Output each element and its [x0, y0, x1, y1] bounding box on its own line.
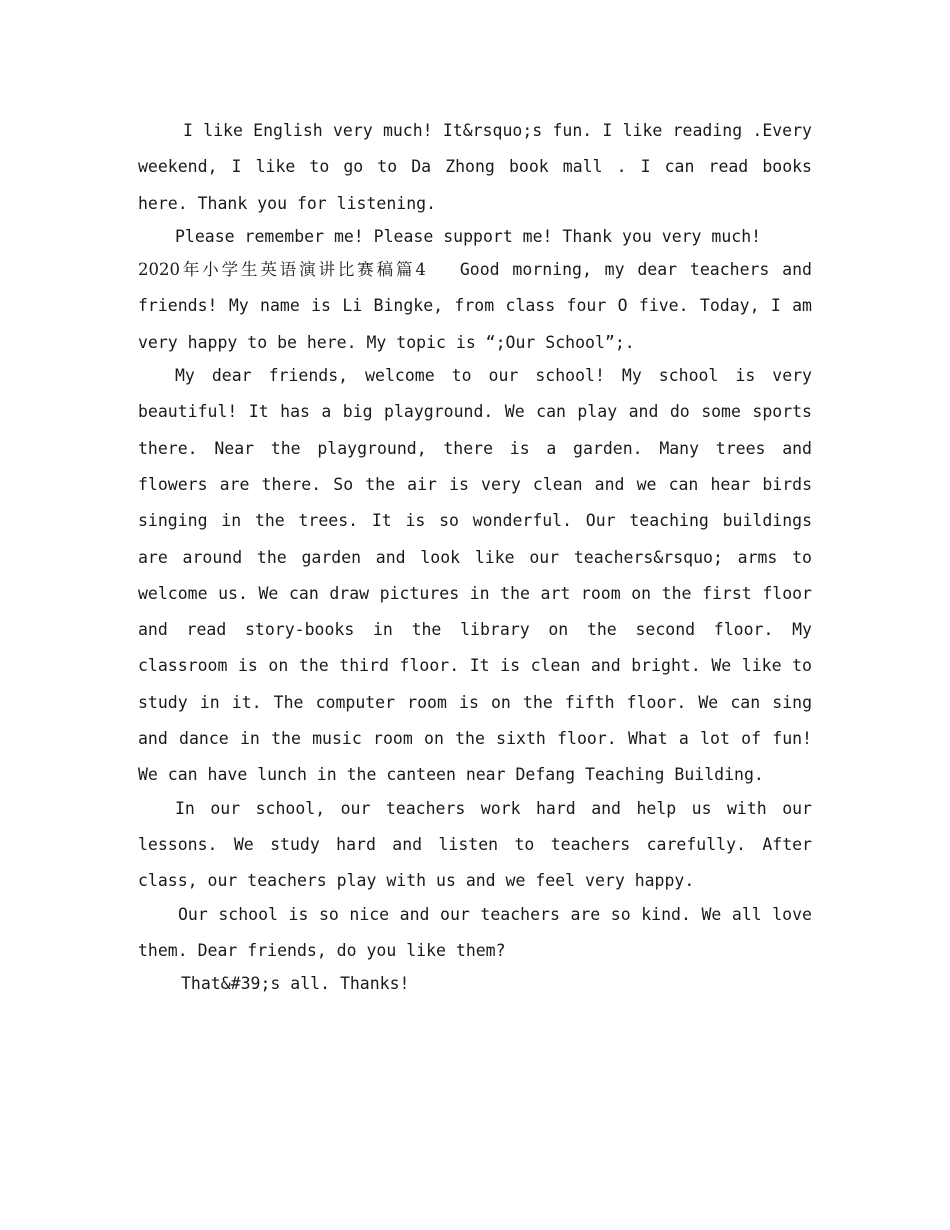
paragraph-text: That&#39;s all. Thanks!	[181, 974, 410, 994]
paragraph-school-description	[138, 358, 812, 794]
paragraph-english-fun	[138, 113, 812, 222]
paragraph-speech-4-intro	[138, 252, 812, 361]
paragraph-remember-me	[138, 219, 812, 255]
paragraph-nice-school	[138, 897, 812, 970]
paragraph-text: Our school is so nice and our teachers are so kind. We all love them. Dear friends, do you like them?	[138, 904, 812, 960]
document-body	[138, 113, 812, 1002]
paragraph-text: I like English very much! It&rsquo;s fun. I like reading .Every weekend, I like to go to Da Zhong book mall . I can read books here. Thank you for listening.	[138, 121, 812, 213]
paragraph-text: My dear friends, welcome to our school! My school is very beautiful! It has a big playground. We can play and do some sports there. Near the playground, there is a garden. Many trees and flowers are there. So the air is very clean and we can hear birds singing in the trees. It is so wonderful. Our teaching buildings are around the garden and look like our teachers&rsquo; arms to welcome us. We can draw pictures in the art room on the first floor and read story-books in the library on the second floor. My classroom is on the third floor. It is clean and bright. We like to study in it. The computer room is on the fifth floor. We can sing and dance in the music room on the sixth floor. What a lot of fun! We can have lunch in the canteen near Defang Teaching Building.	[138, 366, 812, 785]
paragraph-teachers	[138, 791, 812, 900]
section-heading: 2020年小学生英语演讲比赛稿篇4	[138, 260, 426, 280]
paragraph-text: Please remember me! Please support me! Thank you very much!	[175, 226, 762, 246]
paragraph-closing	[138, 966, 812, 1002]
paragraph-text: In our school, our teachers work hard and help us with our lessons. We study hard and listen to teachers carefully. After class, our teachers play with us and we feel very happy.	[138, 798, 812, 891]
paragraph-text: Good morning, my dear teachers and friends! My name is Li Bingke, from class four O five. Today, I am very happy to be here. My topic is “;Our School”;.	[138, 260, 812, 352]
